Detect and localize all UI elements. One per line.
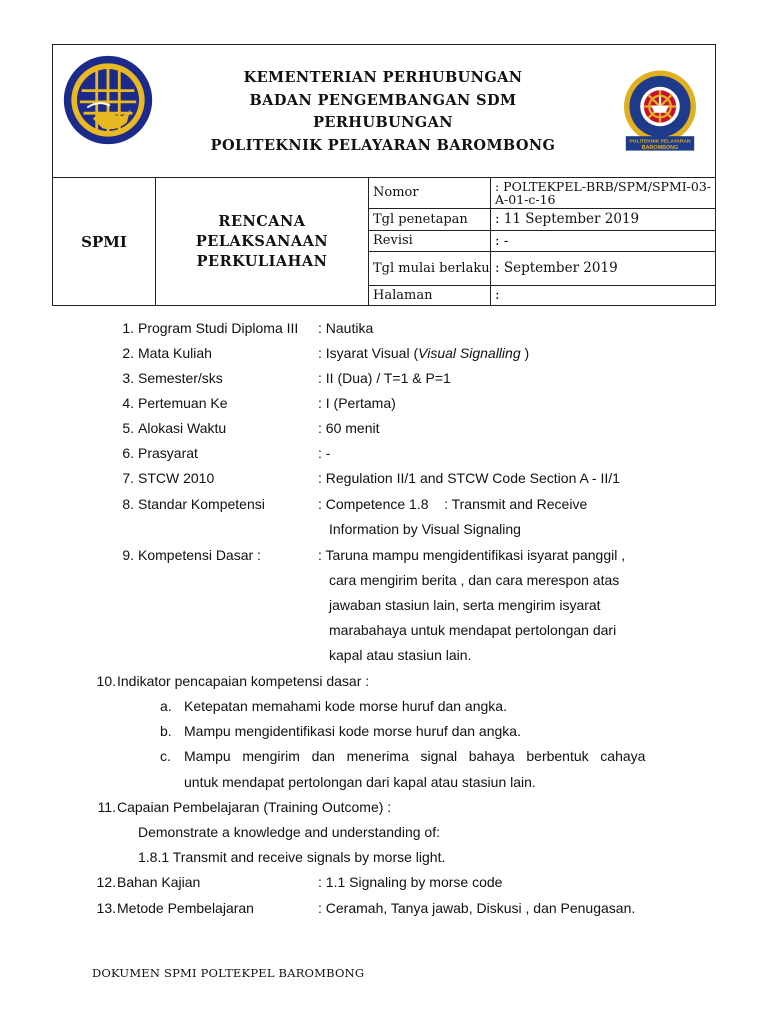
item-value: : Regulation II/1 and STCW Code Section A - II/1: [318, 470, 620, 486]
meta-row-tgl-mulai: [369, 252, 715, 286]
item-label: Bahan Kajian: [117, 874, 201, 890]
item-number: 2.: [122, 345, 134, 361]
item-label: Prasyarat: [138, 445, 198, 461]
item-label: Program Studi Diploma III: [138, 320, 299, 336]
doc-title-line-2: PELAKSANAAN: [195, 232, 329, 250]
item-label: Semester/sks: [138, 370, 223, 386]
item-label: Mata Kuliah: [138, 345, 212, 361]
sub-item-text-continuation: untuk mendapat pertolongan dari kapal atau stasiun lain.: [184, 774, 536, 790]
item-value: [318, 344, 529, 362]
org-line-1: KEMENTERIAN PERHUBUNGAN: [243, 69, 523, 86]
logo-text-top: POLITEKNIK PELAYARAN: [629, 139, 691, 145]
organization-name-block: [163, 67, 603, 157]
item-number: 10.: [96, 673, 116, 689]
org-line-3: PERHUBUNGAN: [313, 114, 453, 131]
item-value: : Taruna mampu mengidentifikasi isyarat panggil ,: [318, 547, 626, 563]
item-value: : 60 menit: [318, 420, 380, 436]
item-number: 6.: [122, 445, 134, 461]
item-number: 8.: [122, 496, 134, 512]
meta-value: : POLTEKPEL-BRB/SPM/SPMI-03-A-01-c-16: [495, 179, 712, 207]
value-suffix: ): [520, 345, 530, 361]
item-label: STCW 2010: [138, 470, 215, 486]
org-line-2: BADAN PENGEMBANGAN SDM: [249, 91, 517, 109]
sub-item-text: Mampu mengidentifikasi kode morse huruf dan angka.: [184, 723, 521, 739]
org-line-4: POLITEKNIK PELAYARAN BAROMBONG: [210, 136, 556, 154]
poltekpel-logo-icon: [615, 65, 705, 157]
item-value: : Competence 1.8 : Transmit and Receive: [318, 496, 588, 512]
item-value: : Nautika: [318, 320, 374, 336]
item-value-continuation: Information by Visual Signaling: [329, 521, 521, 537]
meta-row-nomor: [369, 178, 715, 209]
item-value-continuation: kapal atau stasiun lain.: [329, 647, 472, 663]
meta-label: Halaman: [369, 286, 491, 305]
meta-row-tgl-penetapan: [369, 209, 715, 231]
item-number: 12.: [96, 874, 116, 890]
item-number: 7.: [122, 470, 134, 486]
sub-item-marker: a.: [160, 698, 172, 714]
doc-title-line-3: PERKULIAHAN: [196, 252, 328, 270]
item-value: : -: [318, 445, 331, 461]
document-header-table: [52, 44, 716, 306]
meta-label: Tgl penetapan: [369, 209, 491, 230]
meta-value: :: [495, 287, 500, 303]
doc-title-line-1: RENCANA: [218, 212, 306, 230]
item-value: : Ceramah, Tanya jawab, Diskusi , dan Penugasan.: [318, 900, 636, 916]
item-label: Metode Pembelajaran: [117, 900, 254, 916]
item-value-continuation: marabahaya untuk mendapat pertolongan dari: [329, 622, 617, 638]
item-value-continuation: jawaban stasiun lain, serta mengirim isyarat: [329, 597, 601, 613]
meta-row-halaman: [369, 286, 715, 305]
item-label: Standar Kompetensi: [138, 496, 265, 512]
item-label: Pertemuan Ke: [138, 395, 228, 411]
item-value: : 1.1 Signaling by morse code: [318, 874, 503, 890]
meta-value: : September 2019: [495, 260, 618, 276]
meta-row-revisi: [369, 231, 715, 252]
meta-label: Nomor: [369, 178, 491, 208]
document-title-cell: [156, 178, 369, 305]
item-value: : I (Pertama): [318, 395, 396, 411]
meta-label: Revisi: [369, 231, 491, 251]
document-footer: DOKUMEN SPMI POLTEKPEL BAROMBONG: [92, 966, 365, 980]
item-number: 13.: [96, 900, 116, 916]
item-number: 3.: [122, 370, 134, 386]
item-value: : II (Dua) / T=1 & P=1: [318, 370, 451, 386]
sub-item-marker: c.: [160, 748, 171, 764]
value-prefix: : Isyarat Visual (: [318, 345, 419, 361]
item-label: Alokasi Waktu: [138, 420, 227, 436]
item-text: Demonstrate a knowledge and understanding of:: [138, 824, 440, 840]
item-value-continuation: cara mengirim berita , dan cara merespon atas: [329, 572, 620, 588]
logo-text-bottom: BAROMBONG: [641, 144, 679, 151]
item-text: 1.8.1 Transmit and receive signals by morse light.: [138, 849, 446, 865]
item-label: Capaian Pembelajaran (Training Outcome) :: [117, 799, 392, 815]
meta-value: : -: [495, 232, 509, 249]
item-label: Kompetensi Dasar :: [138, 547, 261, 563]
item-number: 5.: [122, 420, 134, 436]
item-label: Indikator pencapaian kompetensi dasar :: [117, 673, 370, 689]
header-top-row: [53, 45, 715, 178]
sub-item-marker: b.: [160, 723, 172, 739]
meta-value: : 11 September 2019: [495, 211, 640, 227]
item-number: 4.: [122, 395, 134, 411]
item-number: 11.: [97, 799, 116, 815]
spmi-cell: SPMI: [53, 178, 156, 305]
sub-item-text: Mampu mengirim dan menerima signal bahaya berbentuk cahaya: [184, 748, 646, 764]
kemenhub-logo-icon: [61, 53, 155, 147]
item-number: 1.: [122, 320, 134, 336]
value-italic: Visual Signalling: [418, 345, 521, 361]
meta-label: Tgl mulai berlaku: [369, 252, 491, 285]
document-meta-table: [369, 178, 715, 305]
item-number: 9.: [122, 547, 134, 563]
sub-item-text: Ketepatan memahami kode morse huruf dan angka.: [184, 698, 507, 714]
